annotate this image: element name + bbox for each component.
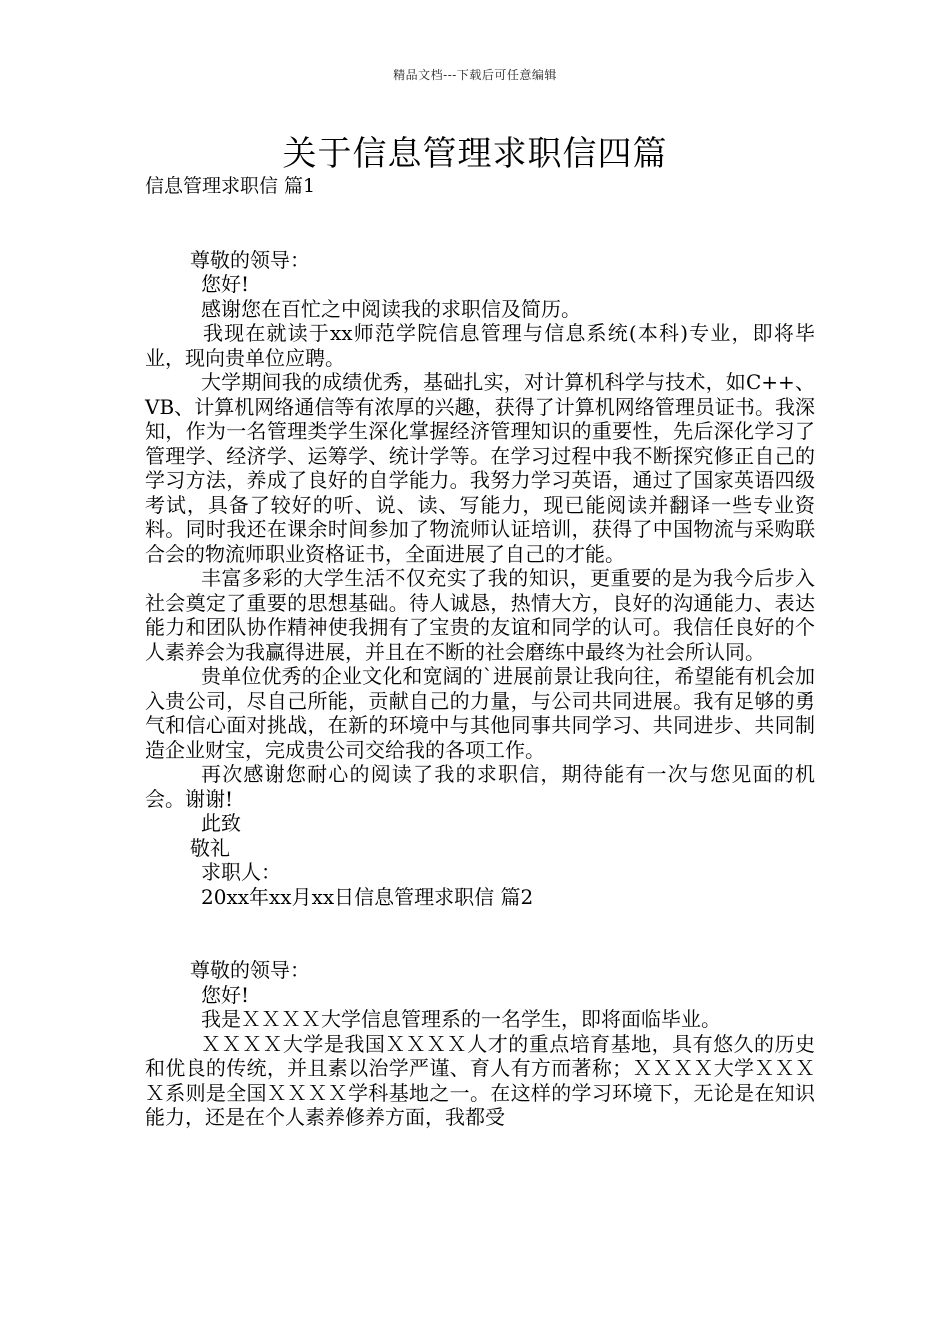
paragraph: ＸＸＸＸ大学是我国ＸＸＸＸ人才的重点培育基地，具有悠久的历史和优良的传统，并且素以治学严谨、育人有方而著称；ＸＸＸＸ大学ＸＸＸＸ系则是全国ＸＸＸＸ学科基地之一。在这样的学习环境下，无论是在知识能力，还是在个人素养修养方面，我都受 [145,1031,815,1129]
salutation: 尊敬的领导： [190,958,310,982]
paragraph: 丰富多彩的大学生活不仅充实了我的知识，更重要的是为我今后步入社会奠定了重要的思想基础。待人诚恳，热情大方，良好的沟通能力、表达能力和团队协作精神使我拥有了宝贵的友谊和同学的认可。我信任良好的个人素养会为我赢得进展，并且在不断的社会磨练中最终为社会所认同。 [145,566,815,664]
paragraph: 再次感谢您耐心的阅读了我的求职信，期待能有一次与您见面的机会。谢谢! [145,762,815,811]
paragraph: 我是ＸＸＸＸ大学信息管理系的一名学生，即将面临毕业。 [201,1007,721,1031]
section-1-heading: 信息管理求职信 篇1 [145,175,316,197]
paragraph: 感谢您在百忙之中阅读我的求职信及简历。 [201,296,581,321]
closing-line: 此致 [201,811,241,835]
document-body [145,174,815,1130]
closing-line: 敬礼 [190,835,230,860]
greeting: 您好! [201,272,250,296]
document-title: 关于信息管理求职信四篇 [282,134,668,174]
header-note: 精品文档---下载后可任意编辑 [393,68,557,82]
blank-space [145,909,815,958]
greeting: 您好! [201,982,250,1007]
paragraph: 贵单位优秀的企业文化和宽阔的`进展前景让我向往，希望能有机会加入贵公司，尽自己所能，贡献自己的力量，与公司共同进展。我有足够的勇气和信心面对挑战，在新的环境中与其他同事共同学习、共同进步、共同制造企业财宝，完成贵公司交给我的各项工作。 [145,664,815,762]
salutation: 尊敬的领导： [190,247,310,272]
paragraph: 我现在就读于xx师范学院信息管理与信息系统(本科)专业，即将毕业，现向贵单位应聘。 [145,321,815,370]
date-line: 20xx年xx月xx日信息管理求职信 篇2 [201,884,534,909]
paragraph: 大学期间我的成绩优秀，基础扎实，对计算机科学与技术，如C++、VB、计算机网络通信等有浓厚的兴趣，获得了计算机网络管理员证书。我深知，作为一名管理类学生深化掌握经济管理知识的重要性，先后深化学习了管理学、经济学、运筹学、统计学等。在学习过程中我不断探究修正自己的学习方法，养成了良好的自学能力。我努力学习英语，通过了国家英语四级考试，具备了较好的听、说、读、写能力，现已能阅读并翻译一些专业资料。同时我还在课余时间参加了物流师认证培训，获得了中国物流与采购联合会的物流师职业资格证书，全面进展了自己的才能。 [145,370,815,566]
signature-line: 求职人： [201,860,281,884]
blank-space [145,199,815,248]
